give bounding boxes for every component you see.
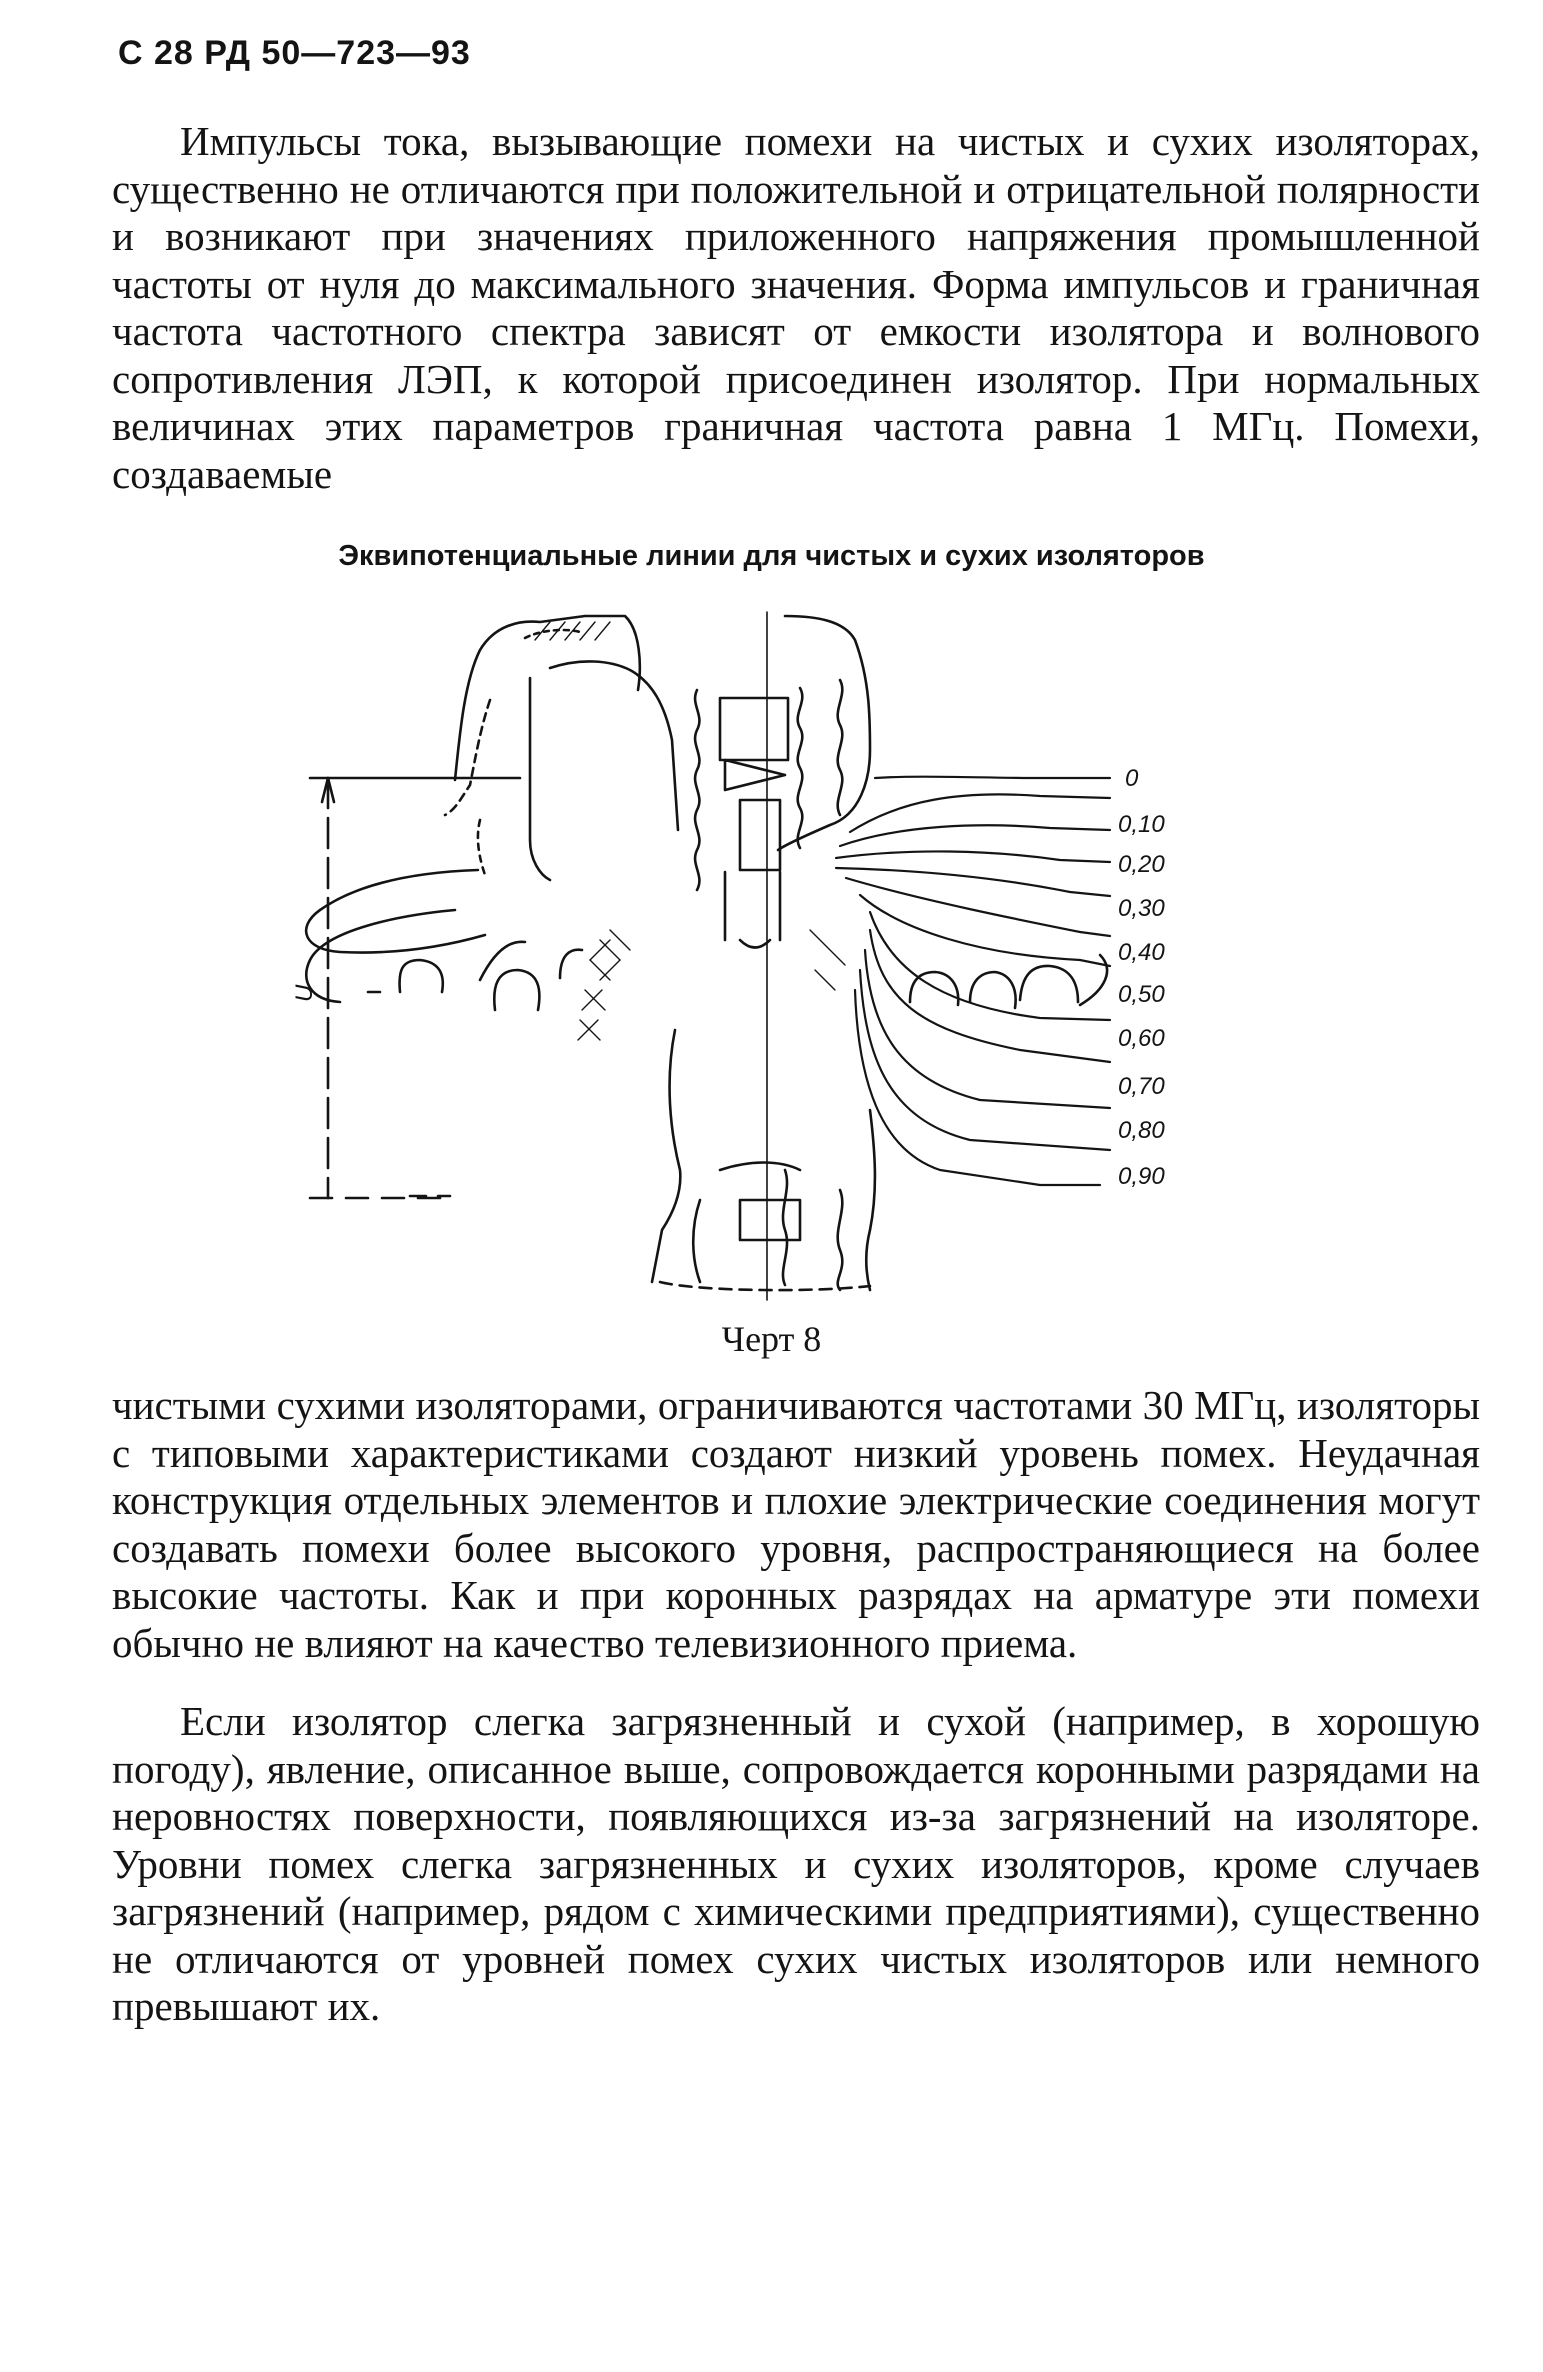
dimension-label: U <box>291 984 318 1002</box>
level-label: 0,30 <box>1118 895 1165 922</box>
paragraph-1 <box>112 118 1480 498</box>
level-label: 0,70 <box>1118 1073 1165 1100</box>
equipotential-line <box>846 878 1110 936</box>
paragraph-3-text: Если изолятор слегка загрязненный и сухой (например, в хорошую погоду), явление, описанное выше, сопровождается коронными разрядами на неровностях поверхности, появляющихся из-за загрязнений на изоляторе. Уровни помех слегка загрязненных и сухих изоляторов, кроме случаев загрязнений (например, рядом с химическими предприятиями), существенно не отличаются от уровней помех сухих чистых изоляторов или немного превышают их. <box>112 1698 1480 2029</box>
insulator-lower-cap <box>410 1030 875 1290</box>
equipotential-line <box>840 825 1110 846</box>
insulator-shell <box>306 616 1107 1010</box>
level-label: 0,50 <box>1118 981 1165 1008</box>
level-label: 0,90 <box>1118 1163 1165 1190</box>
level-labels <box>1118 765 1165 1190</box>
equipotential-line <box>836 868 1110 896</box>
equipotential-line <box>836 851 1110 862</box>
insulator-equipotential-figure <box>280 610 1340 1310</box>
paragraph-2: чистыми сухими изоляторами, ограничиваются частотами 30 МГц, изоляторы с типовыми характеристиками создают низкий уровень помех. Неудачная конструкция отдельных элементов и плохие электрические соединения могут создавать помехи более высокого уровня, распространяющиеся на более высокие частоты. Как и при коронных разрядах на арматуре эти помехи обычно не влияют на качество телевизионного приема. <box>112 1382 1480 1666</box>
insulator-pin <box>695 680 842 948</box>
insulator-cap <box>445 616 640 875</box>
level-label: 0,80 <box>1118 1117 1165 1144</box>
level-label: 0,40 <box>1118 939 1165 966</box>
level-label: 0,10 <box>1118 811 1165 838</box>
equipotential-line <box>875 777 1110 778</box>
figure-title: Эквипотенциальные линии для чистых и сухих изоляторов <box>338 540 1205 572</box>
level-label: 0,60 <box>1118 1025 1165 1052</box>
equipotential-lines <box>836 777 1110 1185</box>
paragraph-1-text: Импульсы тока, вызывающие помехи на чистых и сухих изоляторах, существенно не отличаются при положительной и отрицательной полярности и возникают при значениях приложенного напряжения промышленной частоты от нуля до максимального значения. Форма импульсов и граничная частота частотного спектра зависят от емкости изолятора и волнового сопротивления ЛЭП, к которой присоединен изолятор. При нормальных величинах этих параметров граничная частота равна 1 МГц. Помехи, создаваемые <box>112 118 1480 497</box>
figure-caption: Черт 8 <box>721 1319 822 1359</box>
page-header: С 28 РД 50—723—93 <box>118 34 471 72</box>
level-label: 0,20 <box>1118 851 1165 878</box>
level-label: 0 <box>1125 765 1139 792</box>
paragraph-3 <box>112 1698 1480 2031</box>
